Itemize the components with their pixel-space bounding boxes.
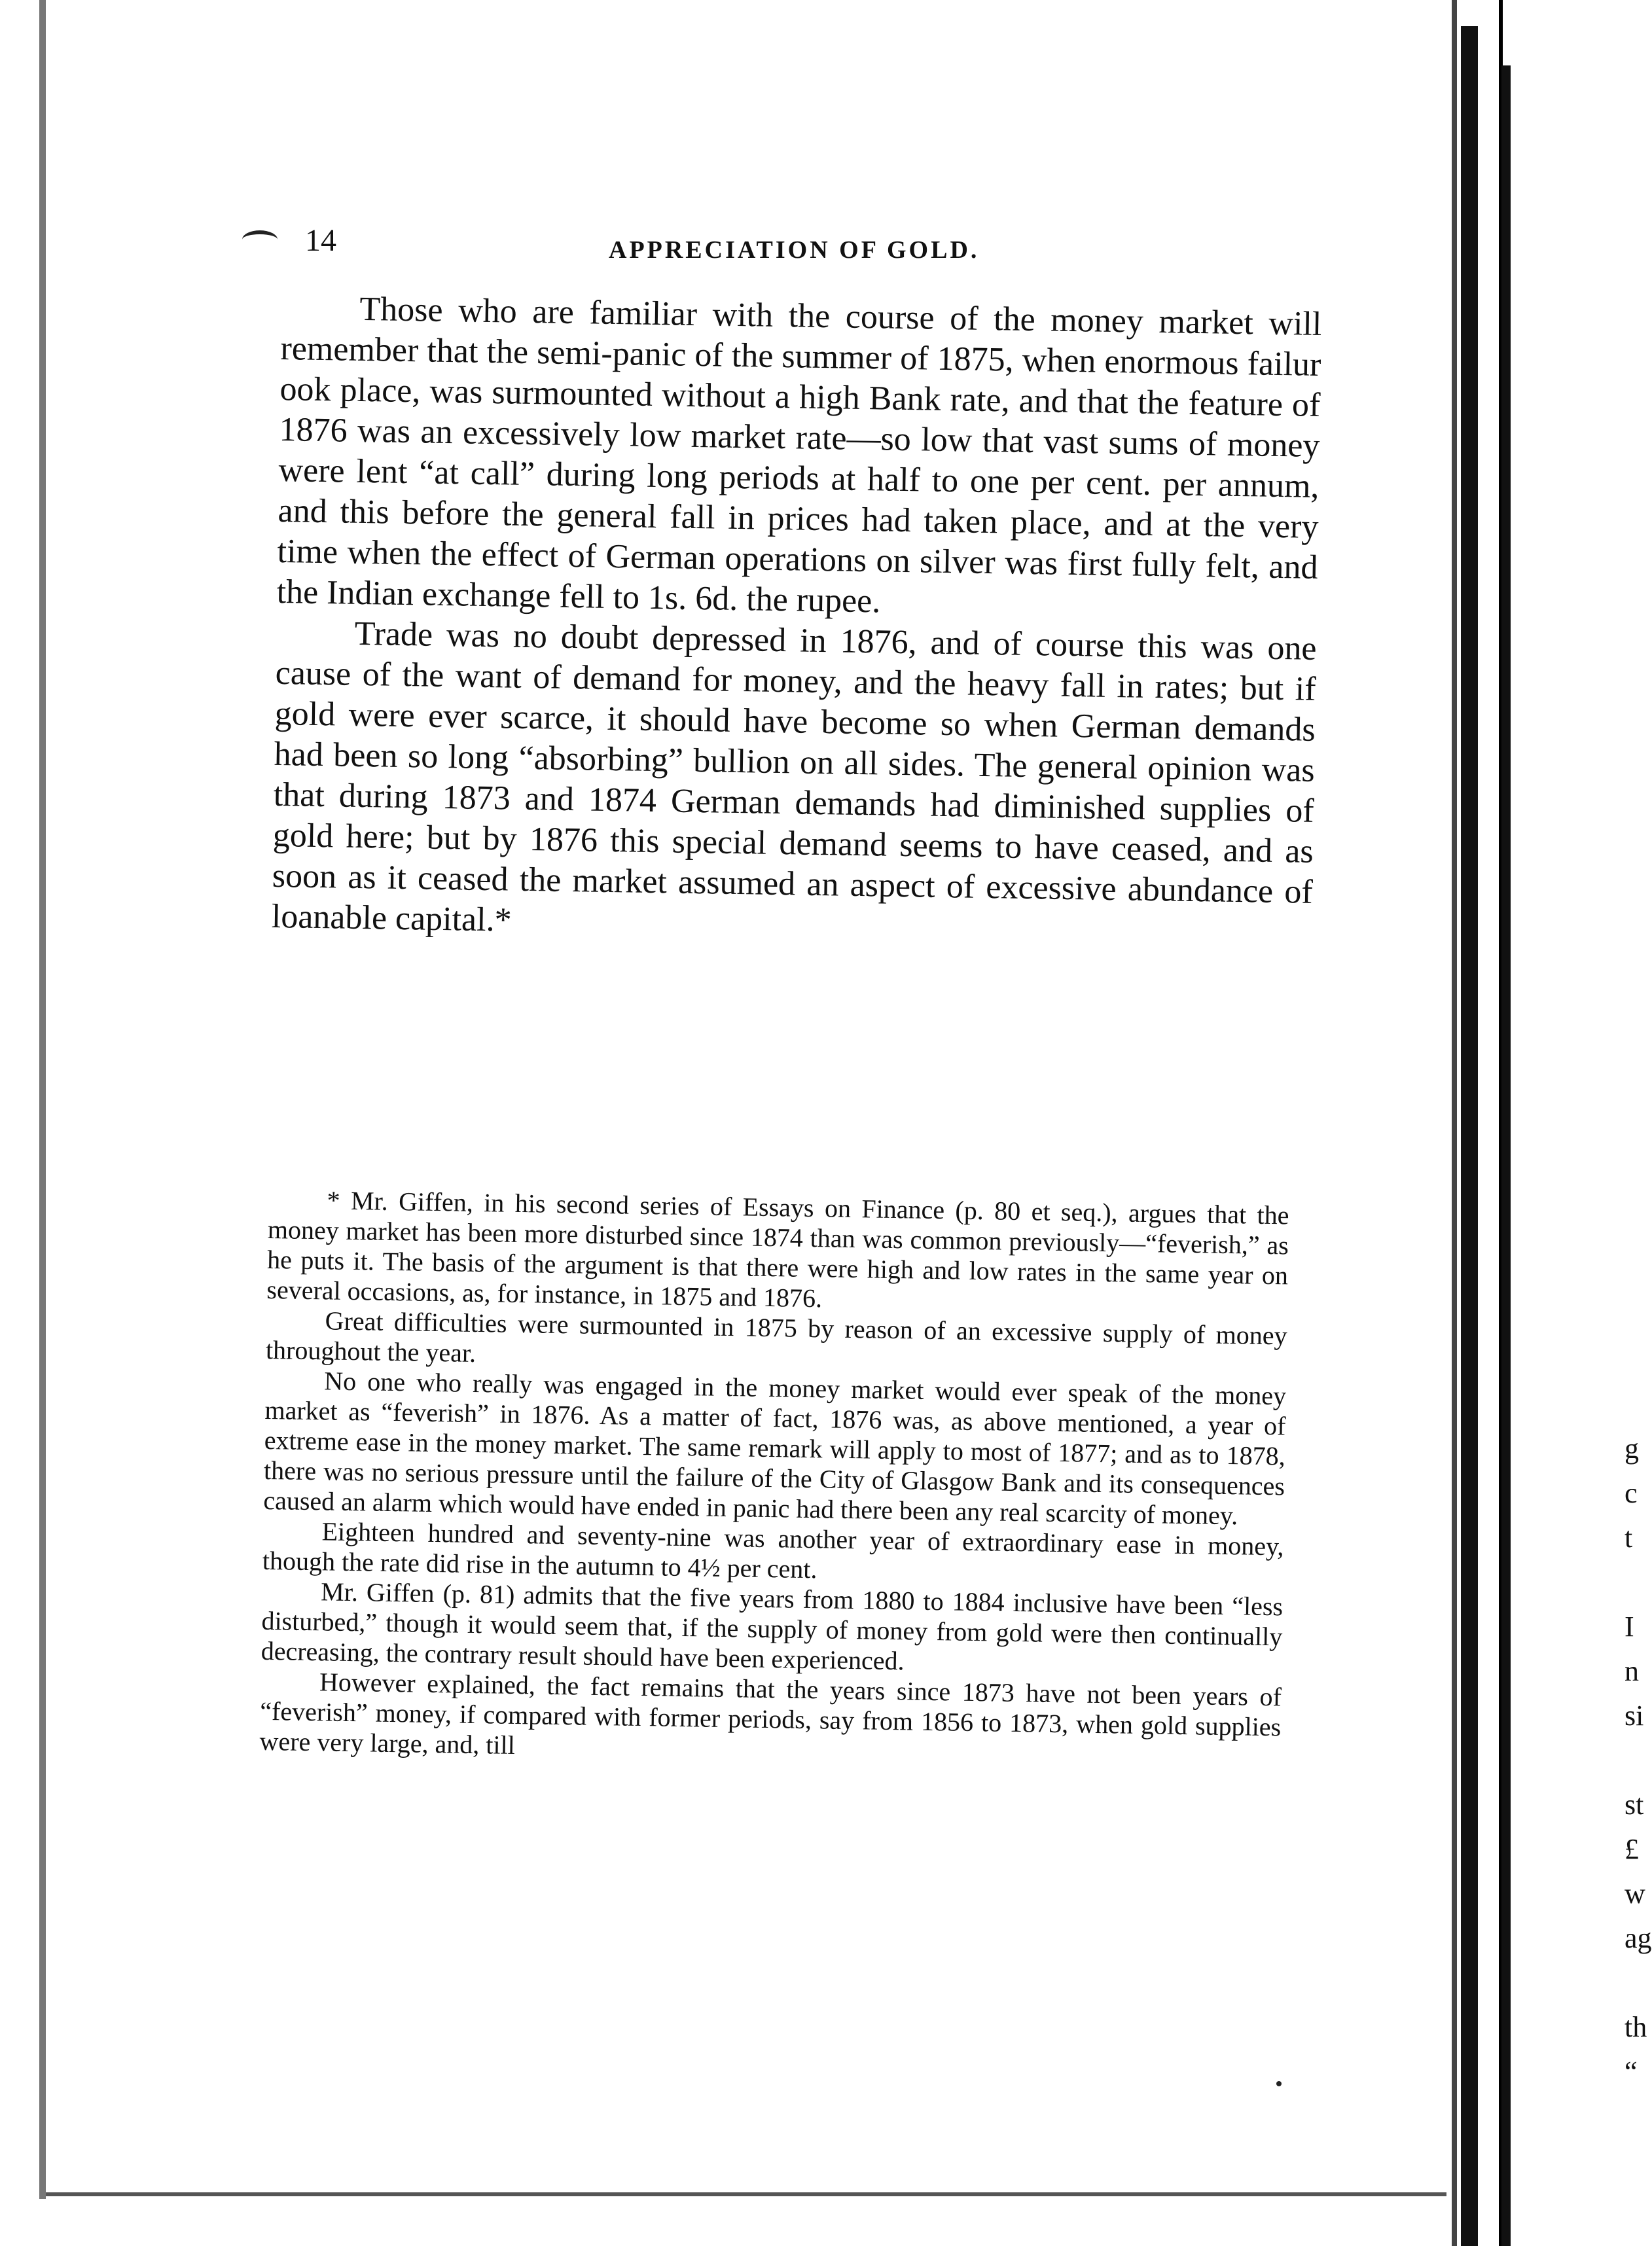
neighbor-fragment: I xyxy=(1625,1611,1634,1643)
neighbor-page-edge xyxy=(1501,65,1511,2246)
footnote-paragraph: * Mr. Giffen, in his second series of Essays on Finance (p. 80 et seq.), argues that the money market has been more disturbed since 1874 than was common previously—“feverish,” as he puts it. The basis of the argument is that there were high and low rates in the same year on several occasions, as, for instance, in 1875 and 1876. xyxy=(266,1185,1289,1313)
page-bottom-edge xyxy=(46,2192,1446,2196)
neighbor-fragment xyxy=(1625,1560,1652,1605)
footnote-paragraph: Eighteen hundred and seventy-nine was another year of extraordinary ease in money, though the rate did rise in the autumn to 4½ per cent. xyxy=(262,1516,1284,1584)
neighbor-fragment: n xyxy=(1625,1655,1639,1687)
neighbor-page-text-fragments xyxy=(1625,1427,1652,2094)
footnote-paragraph: Great difficulties were surmounted in 1875 by reason of an excessive supply of money throughout the year. xyxy=(265,1306,1287,1368)
neighbor-fragment xyxy=(1625,1738,1652,1783)
neighbor-fragment: ag xyxy=(1625,1922,1652,1954)
page-header xyxy=(242,216,1342,275)
footnote-paragraph: However explained, the fact remains that the years since 1873 have not been years of “feverish” money, if compared with former periods, say from 1856 to 1873, when gold supplies were very large, and, till xyxy=(259,1667,1282,1760)
body-paragraph: Trade was no doubt depressed in 1876, and of course this was one cause of the want of demand for money, and the heavy fall in rates; but if gold were ever scarce, it should have become so when German demands had been so long “absorbing” bullion on all sides. The general opinion was that during 1873 and 1874 German demands had diminished supplies of gold here; but by 1876 this special demand seems to have ceased, and as soon as it ceased the market assumed an aspect of excessive abundance of loanable capital.* xyxy=(271,615,1317,939)
binding-shadow xyxy=(1461,26,1478,2246)
neighbor-fragment: w xyxy=(1625,1878,1645,1910)
main-text xyxy=(271,288,1321,954)
binding-edge xyxy=(1452,0,1457,2246)
scan-mark-icon xyxy=(242,230,278,249)
neighbor-fragment: g xyxy=(1625,1433,1639,1465)
body-paragraph: Those who are familiar with the course of the money market will remember that the semi-panic of the summer of 1875, when enormous failur ook place, was surmounted without a high Bank rate, and that the feature of 1876 was an excessively low market rate—so low that vast sums of money were lent “at call” during long periods at half to one per cent. per annum, and this before the general fall in prices had taken place, and at the very time when the effect of German operations on silver was first fully felt, and the Indian exchange fell to 1s. 6d. the rupee. xyxy=(276,290,1322,620)
neighbor-fragment: £ xyxy=(1625,1833,1639,1865)
page-left-edge-shadow xyxy=(39,0,46,2199)
footnote-paragraph: Mr. Giffen (p. 81) admits that the five years from 1880 to 1884 inclusive have been “less disturbed,” though it would seem that, if the supply of money from gold were then continually decreasing, the contrary result should have been experienced. xyxy=(260,1577,1284,1676)
footnotes xyxy=(259,1185,1289,1772)
neighbor-fragment xyxy=(1625,1961,1652,2005)
neighbor-fragment: si xyxy=(1625,1700,1644,1732)
neighbor-fragment: t xyxy=(1625,1522,1633,1554)
neighbor-fragment: st xyxy=(1625,1789,1644,1821)
running-title: APPRECIATION OF GOLD. xyxy=(609,236,980,264)
neighbor-fragment: “ xyxy=(1625,2056,1638,2088)
footnote-paragraph: No one who really was engaged in the money market would ever speak of the money market as “feverish” in 1876. As a matter of fact, 1876 was, as above mentioned, a year of extreme ease in the money market. The same remark will apply to most of 1877; and as to 1878, there was no serious pressure until the failure of the City of Glasgow Bank and its consequences caused an alarm which would have ended in panic had there been any real scarcity of money. xyxy=(263,1366,1287,1531)
neighbor-fragment: th xyxy=(1625,2011,1647,2043)
page-number: 14 xyxy=(305,223,336,258)
neighbor-fragment: c xyxy=(1625,1477,1638,1509)
scan-speck xyxy=(1276,2081,1282,2086)
